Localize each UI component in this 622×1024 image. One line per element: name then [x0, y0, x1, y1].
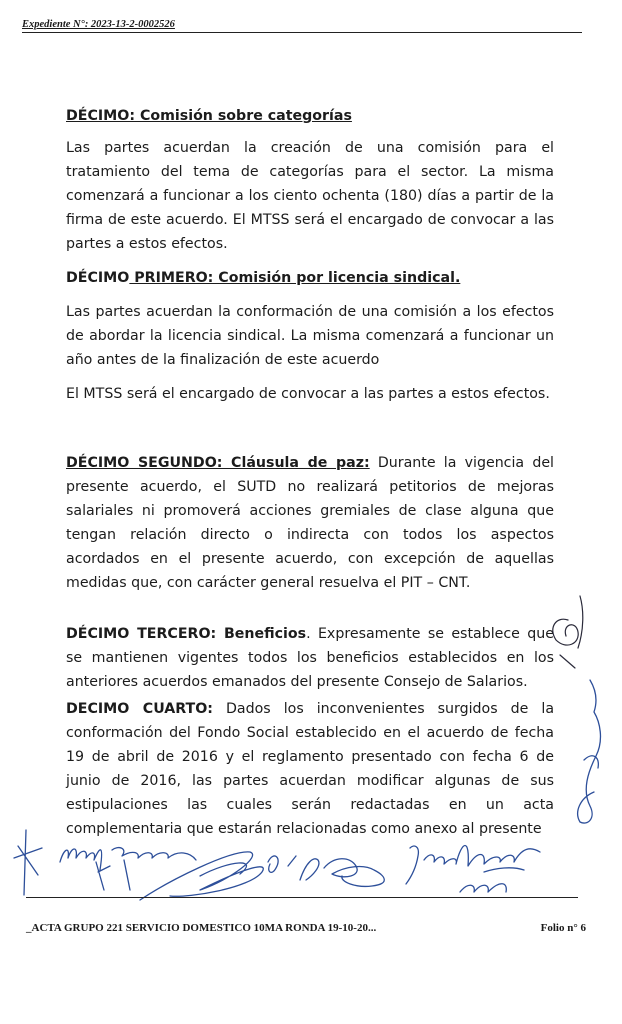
footer-divider [26, 897, 578, 898]
signature-under [460, 868, 524, 892]
signature-loop [140, 852, 263, 900]
section-heading: DÉCIMO TERCERO: Beneficios [66, 626, 307, 642]
section-paragraph: El MTSS será el encargado de convocar a las partes a estos efectos. [66, 386, 550, 402]
section-heading: DECIMO CUARTO: [66, 701, 213, 717]
signature-margin-right [578, 680, 601, 823]
signature-initials [553, 596, 583, 668]
section-text: Durante la vigencia del presente acuerdo, el SUTD no realizará petitorios de mejoras salariales ni promoverá acciones gremiales de clase alguna que tengan relación directo o indirecta con todos los aspectos acordados en el presente acuerdo, con excepción de aquellas medidas que, con carácter general resuelva el PIT – CNT. [66, 455, 554, 591]
section-paragraph: Las partes acuerdan la creación de una comisión para el tratamiento del tema de categorías para el sector. La misma comenzará a funcionar a los ciento ochenta (180) días a partir de la firma de este acuerdo. El MTSS será el encargado de convocar a las partes a estos efectos. [66, 140, 554, 252]
footer-title: _ACTA GRUPO 221 SERVICIO DOMESTICO 10MA RONDA 19-10-20... [26, 922, 377, 934]
footer [26, 922, 586, 934]
signature-yanela [406, 846, 540, 885]
section-heading: DÉCIMO SEGUNDO: Cláusula de paz: [66, 455, 370, 471]
folio-number: Folio n° 6 [540, 922, 586, 934]
signature-somoza [324, 859, 384, 887]
expediente-header: Expediente N°: 2023-13-2-0002526 [22, 19, 582, 33]
section-heading: DÉCIMO: Comisión sobre categorías [66, 108, 352, 124]
signature-small [268, 856, 319, 880]
heading-prefix: DÉCIMO [66, 270, 130, 286]
section-text: Dados los inconvenientes surgidos de la conformación del Fondo Social establecido en el acuerdo de fecha 19 de abril de 2016 y el reglamento presentado con fecha 6 de junio de 2016, las partes acuerdan modificar algunas de sus estipulaciones las cuales serán redactadas en un acta complementaria que estarán relacionadas como anexo al presente [66, 701, 555, 837]
signature-lorenzo [60, 848, 196, 890]
section-text: . Expresamente se establece que se mantienen vigentes todos los beneficios establecidos en los anteriores acuerdos emanados del presente Consejo de Salarios. [66, 626, 554, 690]
section-paragraph: Las partes acuerdan la conformación de una comisión a los efectos de abordar la licencia sindical. La misma comenzará a funcionar un año antes de la finalización de este acuerdo [66, 304, 554, 368]
signature-mark-left [14, 830, 42, 895]
heading-rest: PRIMERO: Comisión por licencia sindical. [129, 270, 461, 286]
